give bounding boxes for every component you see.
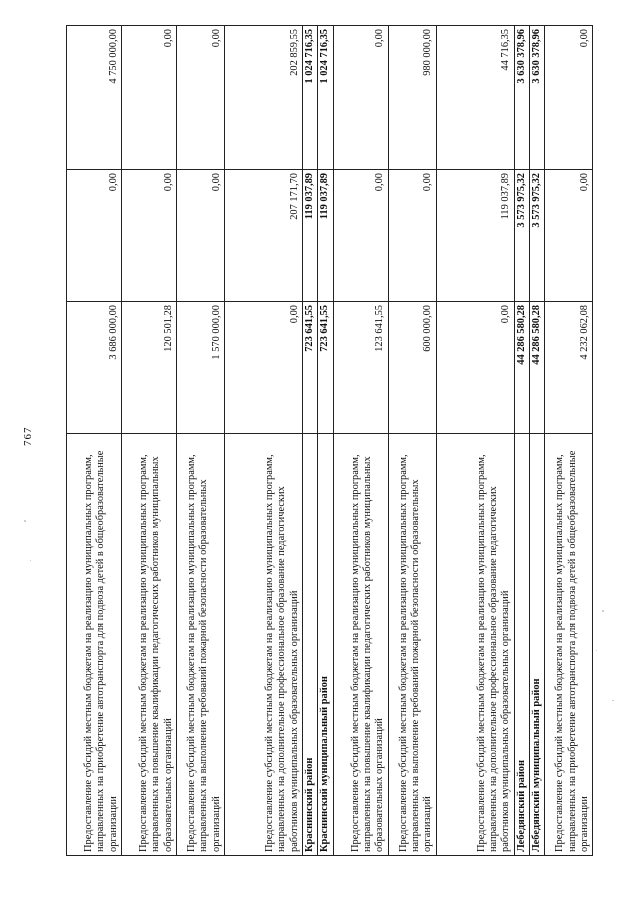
row-value-2-cell: 0,00 — [333, 170, 388, 302]
row-name-cell: Предоставление субсидий местным бюджетам на реализацию муниципальных программ, направленных на дополнительное профессиональное образование педагогических работников муниципальных образовательных организаций — [225, 434, 303, 856]
row-value-2-cell: 207 171,70 — [225, 170, 303, 302]
row-value-3-cell: 980 000,00 — [388, 26, 436, 170]
table-row — [122, 26, 177, 856]
row-value-3-cell: 1 024 716,35 — [303, 26, 318, 170]
row-value-2-cell: 0,00 — [388, 170, 436, 302]
budget-table-sheet — [66, 26, 590, 856]
table-row — [388, 26, 436, 856]
scan-speck — [596, 650, 597, 651]
row-value-3-cell: 202 859,55 — [225, 26, 303, 170]
scan-speck — [24, 520, 26, 522]
table-row — [225, 26, 303, 856]
row-value-2-cell: 0,00 — [67, 170, 122, 302]
page-number: 767 — [22, 426, 34, 446]
row-value-1-cell: 723 641,55 — [303, 302, 318, 434]
row-value-3-cell: 3 630 378,96 — [514, 26, 529, 170]
budget-table-body — [67, 26, 593, 856]
scan-speck — [612, 700, 614, 701]
region-total-row — [529, 26, 544, 856]
table-row — [545, 26, 593, 856]
row-value-3-cell: 0,00 — [177, 26, 225, 170]
row-name-cell: Краснинский муниципальный район — [318, 434, 333, 856]
table-row — [333, 26, 388, 856]
row-value-3-cell: 1 024 716,35 — [318, 26, 333, 170]
table-row — [67, 26, 122, 856]
row-name-cell: Предоставление субсидий местным бюджетам на реализацию муниципальных программ, направленных на приобретение автотранспорта для подвоза детей в общеобразовательные организации — [67, 434, 122, 856]
row-value-1-cell: 723 641,55 — [318, 302, 333, 434]
row-value-3-cell: 0,00 — [545, 26, 593, 170]
row-value-2-cell: 3 573 975,32 — [529, 170, 544, 302]
row-value-3-cell: 4 750 000,00 — [67, 26, 122, 170]
row-value-1-cell: 3 686 000,00 — [67, 302, 122, 434]
row-value-1-cell: 1 570 000,00 — [177, 302, 225, 434]
row-name-cell: Предоставление субсидий местным бюджетам на реализацию муниципальных программ, направленных на дополнительное профессиональное образование педагогических работников муниципальных образовательных организаций — [436, 434, 514, 856]
row-name-cell: Предоставление субсидий местным бюджетам на реализацию муниципальных программ, направленных на приобретение автотранспорта для подвоза детей в общеобразовательные организации — [545, 434, 593, 856]
table-row — [436, 26, 514, 856]
row-value-2-cell: 119 037,89 — [318, 170, 333, 302]
table-row — [177, 26, 225, 856]
row-value-1-cell: 600 000,00 — [388, 302, 436, 434]
row-value-3-cell: 44 716,35 — [436, 26, 514, 170]
row-value-1-cell: 44 286 580,28 — [514, 302, 529, 434]
row-value-1-cell: 123 641,55 — [333, 302, 388, 434]
scan-speck — [602, 610, 604, 612]
row-name-cell: Лебедянский муниципальный район — [529, 434, 544, 856]
row-name-cell: Предоставление субсидий местным бюджетам на реализацию муниципальных программ, направленных на выполнение требований пожарной безопасности образовательных организаций — [388, 434, 436, 856]
scan-speck — [30, 560, 31, 561]
row-value-1-cell: 120 501,28 — [122, 302, 177, 434]
row-name-cell: Лебедянский район — [514, 434, 529, 856]
row-value-2-cell: 0,00 — [545, 170, 593, 302]
row-name-cell: Предоставление субсидий местным бюджетам на реализацию муниципальных программ, направленных на повышение квалификации педагогических работников муниципальных образовательных организаций — [122, 434, 177, 856]
budget-table — [66, 25, 593, 856]
row-value-2-cell: 0,00 — [177, 170, 225, 302]
region-total-row — [514, 26, 529, 856]
row-value-2-cell: 0,00 — [122, 170, 177, 302]
row-value-1-cell: 0,00 — [436, 302, 514, 434]
row-name-cell: Краснинский район — [303, 434, 318, 856]
row-value-2-cell: 3 573 975,32 — [514, 170, 529, 302]
row-name-cell: Предоставление субсидий местным бюджетам на реализацию муниципальных программ, направленных на выполнение требований пожарной безопасности образовательных организаций — [177, 434, 225, 856]
row-name-cell: Предоставление субсидий местным бюджетам на реализацию муниципальных программ, направленных на повышение квалификации педагогических работников муниципальных образовательных организаций — [333, 434, 388, 856]
row-value-1-cell: 4 232 062,08 — [545, 302, 593, 434]
region-total-row — [303, 26, 318, 856]
row-value-3-cell: 0,00 — [333, 26, 388, 170]
region-total-row — [318, 26, 333, 856]
row-value-1-cell: 0,00 — [225, 302, 303, 434]
row-value-2-cell: 119 037,89 — [303, 170, 318, 302]
row-value-3-cell: 3 630 378,96 — [529, 26, 544, 170]
row-value-2-cell: 119 037,89 — [436, 170, 514, 302]
row-value-3-cell: 0,00 — [122, 26, 177, 170]
row-value-1-cell: 44 286 580,28 — [529, 302, 544, 434]
